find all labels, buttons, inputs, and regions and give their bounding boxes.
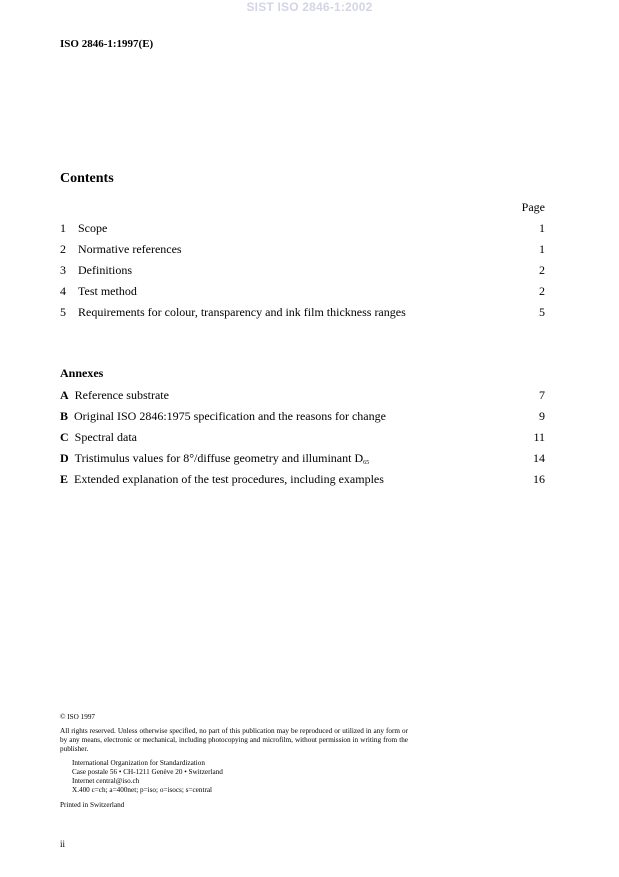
toc-entry[interactable] [60,221,545,237]
toc-entry[interactable] [60,284,545,300]
printed-in: Printed in Switzerland [60,801,125,809]
toc-entry[interactable] [60,242,545,258]
illuminant-subscript: 65 [363,460,370,466]
toc-entry-label: 4 Test method [60,284,137,298]
annex-entry-label: B Original ISO 2846:1975 specification and the reasons for change [60,409,386,423]
rights-statement: All rights reserved. Unless otherwise specified, no part of this publication may be reproduced or utilized in any form or by any means, electronic or mechanical, including photocopying and microfilm, without permission in writing from the publisher. [60,727,408,753]
toc-entry-label: 1 Scope [60,221,108,235]
annex-entry-label: D Tristimulus values for 8°/diffuse geometry and illuminant $D_{65}$ [60,451,370,466]
toc-entry[interactable] [60,305,545,321]
org-x400: X.400 c=ch; a=400net; p=iso; o=isocs; s=central [72,786,213,794]
annex-entry[interactable] [60,388,545,404]
toc-entry-page: 1 [539,242,545,256]
annex-entry[interactable] [60,451,545,467]
page-column-label: Page [521,200,545,214]
annex-entry-page: 7 [539,388,545,402]
annex-entry-label: A Reference substrate [60,388,169,402]
annex-entry-page: 9 [539,409,545,423]
annex-entry-page: 14 [533,451,545,465]
annex-entry-label: E Extended explanation of the test procedures, including examples [60,472,384,486]
org-internet: Internet central@iso.ch [72,777,140,785]
toc-entry-label: 2 Normative references [60,242,182,256]
toc-entry-page: 2 [539,263,545,277]
annex-entry[interactable] [60,409,545,425]
annexes-title: Annexes [60,366,104,380]
document-id: ISO 2846-1:1997(E) [60,38,154,50]
organization-address [72,759,372,795]
toc-entry-label: 5 Requirements for colour, transparency and ink film thickness ranges [60,305,406,319]
toc-entry-page: 5 [539,305,545,319]
toc-entry[interactable] [60,263,545,279]
page-number: ii [60,839,66,849]
annex-entry[interactable] [60,430,545,446]
watermark: SIST ISO 2846-1:2002 [246,0,373,14]
toc-entry-page: 1 [539,221,545,235]
annex-entry-page: 16 [533,472,545,486]
contents-title: Contents [60,171,114,186]
toc-entry-page: 2 [539,284,545,298]
toc-entry-label: 3 Definitions [60,263,132,277]
copyright-line: © ISO 1997 [60,713,96,721]
org-postal: Case postale 56 • CH-1211 Genève 20 • Switzerland [72,768,223,776]
annex-entry[interactable] [60,472,545,488]
annex-entry-label: C Spectral data [60,430,137,444]
annex-entry-page: 11 [533,430,545,444]
org-name: International Organization for Standardization [72,759,205,767]
